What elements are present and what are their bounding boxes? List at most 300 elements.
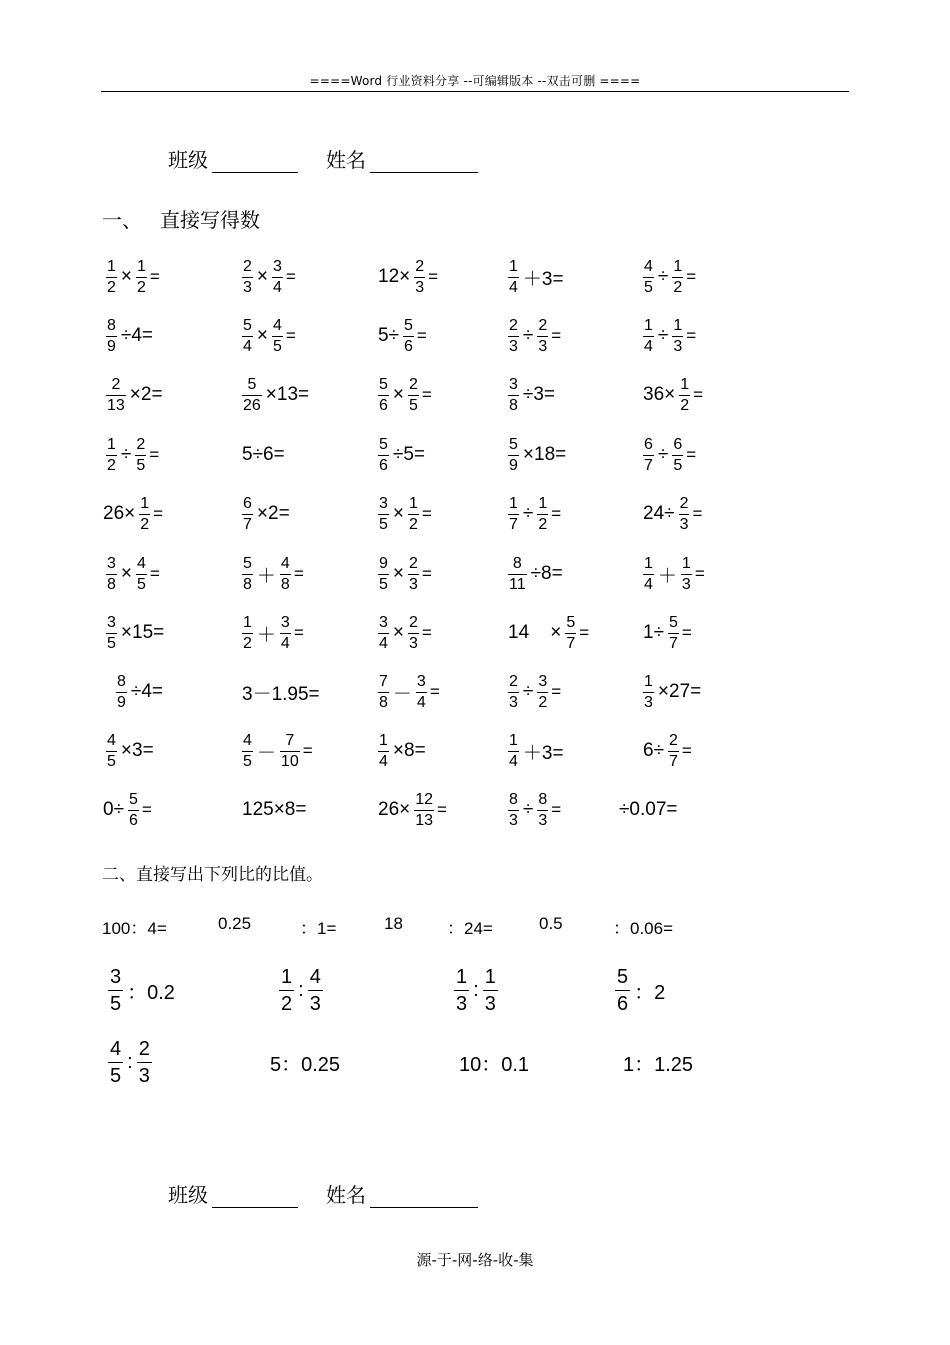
expression-text: ＋3= [522, 268, 564, 290]
expression-text: 14 × [508, 622, 562, 643]
equals-sign: = [149, 267, 160, 286]
equals-sign: = [551, 800, 562, 819]
expression-text: ×18= [522, 444, 567, 465]
arith-problem [104, 729, 156, 773]
numerator: 5 [379, 375, 388, 393]
denominator: 3 [538, 811, 548, 829]
ratio-text: 0.25 [218, 914, 252, 933]
expression-text: ÷ [522, 503, 534, 524]
fraction [537, 496, 548, 533]
arith-problem [506, 433, 568, 477]
numerator: 4 [137, 554, 146, 572]
numerator: 5 [247, 375, 257, 393]
fraction [508, 437, 519, 474]
denominator: 3 [538, 337, 548, 355]
fraction [643, 556, 654, 593]
arith-problem [104, 433, 159, 477]
fraction [242, 318, 253, 355]
numerator: 1 [509, 731, 518, 749]
equals-sign: = [686, 445, 697, 464]
numerator: 3 [509, 375, 518, 393]
equals-sign: = [285, 267, 296, 286]
equals-sign: = [293, 623, 304, 642]
denominator: 5 [379, 515, 388, 533]
numerator: 6 [673, 435, 683, 453]
arith-problem [376, 729, 428, 773]
denominator: 13 [107, 396, 125, 414]
numerator: 1 [409, 494, 418, 512]
denominator: 6 [129, 811, 138, 829]
denominator: 2 [243, 634, 252, 652]
numerator: 1 [538, 494, 548, 512]
expression-text: － [256, 742, 276, 764]
numerator: 3 [538, 672, 548, 690]
fraction [537, 792, 548, 829]
ratio-text: ：0.06= [613, 919, 674, 938]
numerator: 1 [456, 965, 468, 988]
denominator: 3 [509, 693, 518, 711]
arith-problem [240, 314, 296, 358]
fraction [135, 437, 146, 474]
denominator: 4 [644, 337, 653, 355]
fraction [416, 674, 427, 711]
fraction [280, 733, 300, 770]
expression-text: : [298, 978, 304, 1001]
numerator: 9 [379, 554, 388, 572]
denominator: 9 [117, 693, 126, 711]
denominator: 3 [483, 990, 498, 1014]
arith-problem [506, 552, 565, 596]
expression-text: × [256, 266, 269, 287]
numerator: 4 [280, 554, 290, 572]
expression-text: 26× [378, 799, 411, 820]
denominator: 3 [409, 634, 418, 652]
ratio-problem [457, 1034, 531, 1090]
numerator: 1 [644, 672, 653, 690]
fraction [242, 496, 253, 533]
arith-problem [506, 611, 589, 655]
fraction [414, 792, 434, 829]
fraction [408, 496, 419, 533]
denominator: 2 [538, 693, 548, 711]
expression-text: : [127, 1050, 133, 1073]
denominator: 2 [680, 396, 690, 414]
denominator: 2 [107, 278, 116, 296]
ratio-text: 18 [384, 914, 403, 933]
denominator: 4 [379, 752, 388, 770]
expression-text: ÷5= [392, 444, 425, 465]
expression-text: ×15= [120, 622, 165, 643]
class-blank[interactable] [212, 1185, 298, 1208]
expression-text: ×3= [120, 740, 154, 761]
numerator: 2 [509, 316, 518, 334]
denominator: 2 [673, 278, 683, 296]
fraction [403, 318, 414, 355]
denominator: 5 [409, 396, 418, 414]
fraction [106, 318, 117, 355]
denominator: 5 [107, 752, 116, 770]
fraction [128, 792, 139, 829]
denominator: 3 [243, 278, 252, 296]
arith-problem [240, 729, 313, 773]
numerator: 3 [379, 494, 388, 512]
fraction [272, 259, 283, 296]
expression-text: × [392, 503, 405, 524]
arith-problem [376, 788, 447, 832]
numerator: 2 [509, 672, 518, 690]
arith-problem [506, 373, 557, 417]
arith-problem [240, 611, 304, 655]
arith-problem [104, 314, 155, 358]
ratio-text: 100：4= [102, 919, 167, 938]
expression-text: 0÷ [103, 799, 124, 820]
expression-text: 5÷6= [242, 444, 285, 465]
numerator: 8 [538, 790, 548, 808]
denominator: 5 [107, 634, 116, 652]
expression-text: ＋ [256, 565, 276, 587]
numerator: 5 [566, 613, 576, 631]
fraction [679, 377, 690, 414]
numerator: 8 [512, 554, 522, 572]
arith-problem [104, 255, 160, 299]
expression-text: ÷ [522, 325, 534, 346]
denominator: 3 [454, 990, 469, 1014]
header-divider [101, 91, 849, 92]
fraction [643, 318, 654, 355]
numerator: 3 [110, 965, 122, 988]
ratio-problem [621, 1034, 695, 1090]
expression-text: ÷ [657, 266, 669, 287]
fraction [280, 556, 291, 593]
denominator: 6 [379, 396, 388, 414]
numerator: 4 [110, 1037, 122, 1060]
equals-sign: = [694, 564, 705, 583]
equals-sign: = [416, 326, 427, 345]
denominator: 10 [280, 752, 299, 770]
fraction [508, 318, 519, 355]
expression-text: : [473, 978, 479, 1001]
numerator: 8 [117, 672, 126, 690]
arith-problem [506, 314, 561, 358]
denominator: 5 [137, 575, 146, 593]
expression-text: ×13= [265, 384, 310, 405]
numerator: 3 [107, 554, 116, 572]
numerator: 8 [107, 316, 116, 334]
arith-problem [240, 670, 322, 714]
name-label: 姓名 [326, 1183, 366, 1207]
denominator: 3 [679, 515, 689, 533]
denominator: 13 [415, 811, 434, 829]
denominator: 6 [615, 990, 630, 1014]
class-label: 班级 [168, 148, 208, 172]
denominator: 8 [280, 575, 290, 593]
fraction [106, 259, 117, 296]
numerator: 1 [644, 316, 653, 334]
expression-text: 12× [378, 266, 411, 287]
denominator: 11 [509, 575, 526, 593]
numerator: 1 [484, 965, 496, 988]
equals-sign: = [692, 504, 703, 523]
numerator: 1 [673, 257, 683, 275]
section1-title: 直接写得数 [160, 208, 260, 232]
section1-number: 一、 [102, 208, 142, 232]
arith-problem [240, 552, 304, 596]
numerator: 1 [680, 375, 690, 393]
fraction [483, 967, 498, 1014]
denominator: 4 [416, 693, 426, 711]
class-field-bottom [168, 1179, 298, 1208]
equals-sign: = [579, 623, 590, 642]
numerator: 3 [379, 613, 388, 631]
fraction [106, 377, 126, 414]
denominator: 5 [243, 752, 252, 770]
denominator: 7 [243, 515, 252, 533]
denominator: 5 [108, 1062, 123, 1086]
arith-problem [114, 670, 165, 714]
class-label: 班级 [168, 1183, 208, 1207]
denominator: 9 [107, 337, 116, 355]
arith-problem [617, 788, 680, 832]
fraction [643, 674, 654, 711]
fraction [537, 318, 548, 355]
expression-text: × [120, 266, 133, 287]
page-header: ====Word 行业资料分享 --可编辑版本 --双击可删 ==== [309, 74, 641, 88]
denominator: 3 [137, 1062, 152, 1086]
equals-sign: = [428, 267, 439, 286]
equals-sign: = [421, 564, 432, 583]
denominator: 2 [107, 456, 116, 474]
denominator: 3 [644, 693, 653, 711]
denominator: 4 [379, 634, 388, 652]
denominator: 2 [279, 990, 294, 1014]
fraction [378, 615, 389, 652]
expression-text: 1÷ [643, 622, 664, 643]
arith-problem [376, 433, 427, 477]
ratio-text: ：1= [300, 919, 337, 938]
denominator: 2 [140, 515, 150, 533]
name-blank[interactable] [370, 1185, 478, 1208]
arith-problem [104, 611, 166, 655]
numerator: 6 [243, 494, 252, 512]
page-footer: 源-于-网-络-收-集 [416, 1251, 534, 1269]
denominator: 8 [379, 693, 388, 711]
arith-problem [506, 729, 566, 773]
arith-problem [376, 670, 440, 714]
equals-sign: = [153, 504, 164, 523]
expression-text: 3－1.95= [242, 683, 320, 705]
numerator: 1 [243, 613, 252, 631]
expression-text: ÷4= [120, 325, 153, 346]
denominator: 3 [409, 575, 418, 593]
fraction [672, 318, 683, 355]
numerator: 4 [309, 965, 321, 988]
fraction [565, 615, 576, 652]
expression-text: ÷0.07= [619, 799, 678, 820]
equals-sign: = [681, 623, 692, 642]
denominator: 6 [379, 456, 388, 474]
expression-text: 1：1.25 [623, 1053, 694, 1076]
fraction [508, 259, 519, 296]
equals-sign: = [437, 800, 447, 819]
fraction [454, 967, 469, 1014]
name-label: 姓名 [326, 148, 366, 172]
denominator: 6 [404, 337, 413, 355]
equals-sign: = [293, 564, 304, 583]
denominator: 4 [273, 278, 282, 296]
numerator: 1 [140, 494, 150, 512]
arith-problem [376, 314, 427, 358]
fraction [136, 556, 147, 593]
arith-problem [240, 492, 292, 536]
fraction [106, 556, 117, 593]
numerator: 7 [285, 731, 295, 749]
fraction [308, 967, 323, 1014]
arith-problem [101, 492, 163, 536]
denominator: 5 [136, 456, 146, 474]
numerator: 4 [243, 731, 252, 749]
expression-text: ×27= [657, 681, 702, 702]
fraction [136, 259, 147, 296]
arith-problem [641, 552, 705, 596]
arith-problem [506, 788, 561, 832]
denominator: 5 [108, 990, 123, 1014]
numerator: 6 [644, 435, 653, 453]
fraction [279, 967, 294, 1014]
denominator: 5 [273, 337, 282, 355]
expression-text: ÷4= [130, 681, 163, 702]
equals-sign: = [551, 504, 562, 523]
denominator: 4 [509, 752, 518, 770]
fraction [679, 496, 690, 533]
arith-problem [376, 492, 432, 536]
expression-text: ＋ [657, 565, 677, 587]
fraction [378, 733, 389, 770]
arith-problem [240, 255, 296, 299]
arith-problem [641, 611, 692, 655]
fraction [508, 496, 519, 533]
denominator: 5 [673, 456, 683, 474]
fraction [508, 792, 519, 829]
numerator: 1 [644, 554, 653, 572]
arith-problem [641, 433, 696, 477]
fraction [408, 615, 419, 652]
denominator: 7 [644, 456, 653, 474]
denominator: 8 [107, 575, 116, 593]
denominator: 7 [566, 634, 576, 652]
expression-text: 36× [643, 384, 676, 405]
arith-problem [101, 788, 152, 832]
equals-sign: = [551, 326, 562, 345]
fraction [106, 733, 117, 770]
arith-problem [376, 373, 432, 417]
numerator: 2 [679, 494, 689, 512]
expression-text: ÷8= [530, 563, 563, 584]
fraction [537, 674, 548, 711]
expression-text: ×8= [392, 740, 426, 761]
denominator: 9 [509, 456, 518, 474]
numerator: 2 [111, 375, 121, 393]
arith-problem [240, 788, 308, 832]
expression-text: × [256, 325, 269, 346]
expression-text: 10：0.1 [459, 1053, 530, 1076]
numerator: 1 [681, 554, 691, 572]
fraction [378, 377, 389, 414]
ratio-text: ：24= [447, 919, 493, 938]
fraction [681, 556, 692, 593]
denominator: 3 [681, 575, 691, 593]
equals-sign: = [302, 741, 313, 760]
expression-text: 5÷ [378, 325, 399, 346]
fraction [116, 674, 127, 711]
numerator: 2 [136, 435, 146, 453]
arith-problem [240, 373, 311, 417]
fraction [668, 615, 679, 652]
numerator: 5 [243, 554, 252, 572]
fraction [106, 437, 117, 474]
numerator: 3 [416, 672, 426, 690]
fraction [672, 259, 683, 296]
ratio-problem [268, 1034, 342, 1090]
numerator: 5 [669, 613, 678, 631]
arith-problem [506, 255, 566, 299]
denominator: 8 [243, 575, 252, 593]
ratio-problem [613, 962, 667, 1018]
fraction [108, 1039, 123, 1086]
fraction [139, 496, 150, 533]
numerator: 7 [379, 672, 388, 690]
numerator: 8 [509, 790, 518, 808]
equals-sign: = [551, 682, 562, 701]
expression-text: 26× [103, 503, 136, 524]
denominator: 4 [243, 337, 252, 355]
fraction [378, 437, 389, 474]
numerator: 5 [129, 790, 138, 808]
denominator: 7 [669, 752, 678, 770]
fraction [672, 437, 683, 474]
expression-text: ：0.2 [127, 981, 175, 1004]
arith-problem [641, 314, 696, 358]
arith-problem [376, 255, 438, 299]
denominator: 3 [509, 811, 518, 829]
expression-text: ＋ [256, 624, 276, 646]
name-field [326, 144, 478, 173]
arith-problem [641, 670, 703, 714]
expression-text: 5：0.25 [270, 1053, 341, 1076]
denominator: 3 [415, 278, 425, 296]
numerator: 5 [509, 435, 518, 453]
denominator: 2 [538, 515, 548, 533]
equals-sign: = [421, 623, 432, 642]
expression-text: ÷3= [522, 384, 555, 405]
fraction [242, 733, 253, 770]
class-blank[interactable] [212, 150, 298, 173]
equals-sign: = [141, 800, 152, 819]
fraction [414, 259, 425, 296]
numerator: 1 [281, 965, 293, 988]
denominator: 4 [644, 575, 653, 593]
expression-text: ÷ [657, 444, 669, 465]
numerator: 5 [404, 316, 413, 334]
expression-text: ×2= [256, 503, 290, 524]
equals-sign: = [429, 682, 440, 701]
denominator: 3 [509, 337, 518, 355]
equals-sign: = [686, 267, 697, 286]
equals-sign: = [693, 385, 704, 404]
name-blank[interactable] [370, 150, 478, 173]
denominator: 2 [409, 515, 418, 533]
class-field [168, 144, 298, 173]
equals-sign: = [681, 741, 692, 760]
